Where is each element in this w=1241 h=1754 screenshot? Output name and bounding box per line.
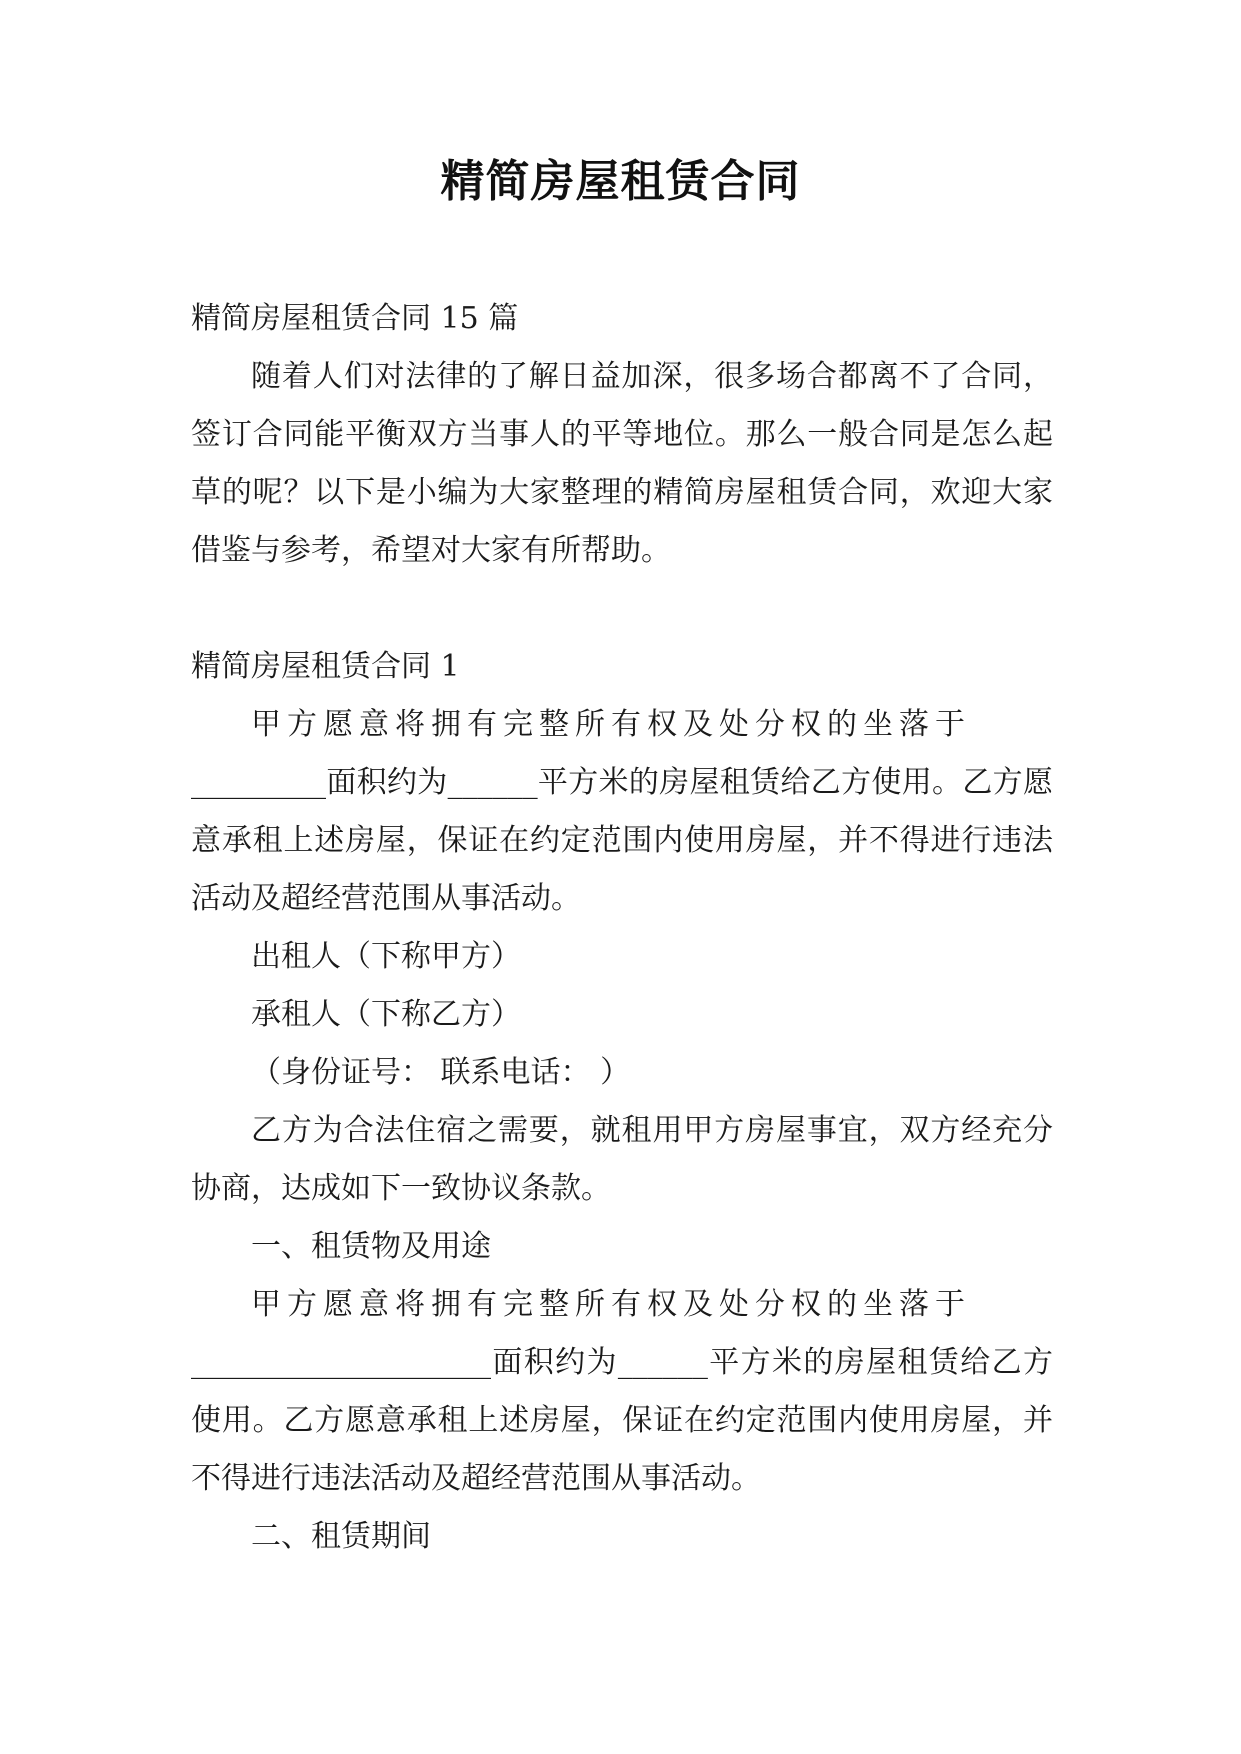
intro-paragraph: 随着人们对法律的了解日益加深，很多场合都离不了合同，签订合同能平衡双方当事人的平等地位。那么一般合同是怎么起草的呢？以下是小编为大家整理的精简房屋租赁合同，欢迎大家借鉴与参考，希望对大家有所帮助。 <box>191 359 1053 568</box>
document-subtitle: 精简房屋租赁合同 15 篇 <box>191 301 519 336</box>
section-heading: 精简房屋租赁合同 1 <box>191 649 460 684</box>
document-title: 精简房屋租赁合同 <box>440 156 801 207</box>
clause1-heading: 一、租赁物及用途 <box>251 1229 491 1264</box>
clause1-paragraph-rest: ____________________面积约为______平方米的房屋租赁给乙方使用。乙方愿意承租上述房屋，保证在约定范围内使用房屋，并不得进行违法活动及超经营范围从事活动。 <box>191 1345 1053 1496</box>
document-body <box>191 290 1053 1566</box>
id-contact-line: （身份证号： 联系电话： ） <box>251 1055 631 1090</box>
clause2-heading: 二、租赁期间 <box>251 1519 431 1554</box>
clause1-paragraph-line1: 甲方愿意将拥有完整所有权及处分权的坐落于 <box>251 1287 971 1322</box>
purpose-paragraph: 乙方为合法住宿之需要，就租用甲方房屋事宜，双方经充分协商，达成如下一致协议条款。 <box>191 1113 1053 1206</box>
lessor-line: 出租人（下称甲方） <box>251 939 521 974</box>
section1-paragraph-line1: 甲方愿意将拥有完整所有权及处分权的坐落于 <box>251 707 971 742</box>
lessee-line: 承租人（下称乙方） <box>251 997 521 1032</box>
section1-paragraph-rest: _________面积约为______平方米的房屋租赁给乙方使用。乙方愿意承租上述房屋，保证在约定范围内使用房屋，并不得进行违法活动及超经营范围从事活动。 <box>191 765 1053 916</box>
paragraph-spacer <box>191 580 1053 638</box>
